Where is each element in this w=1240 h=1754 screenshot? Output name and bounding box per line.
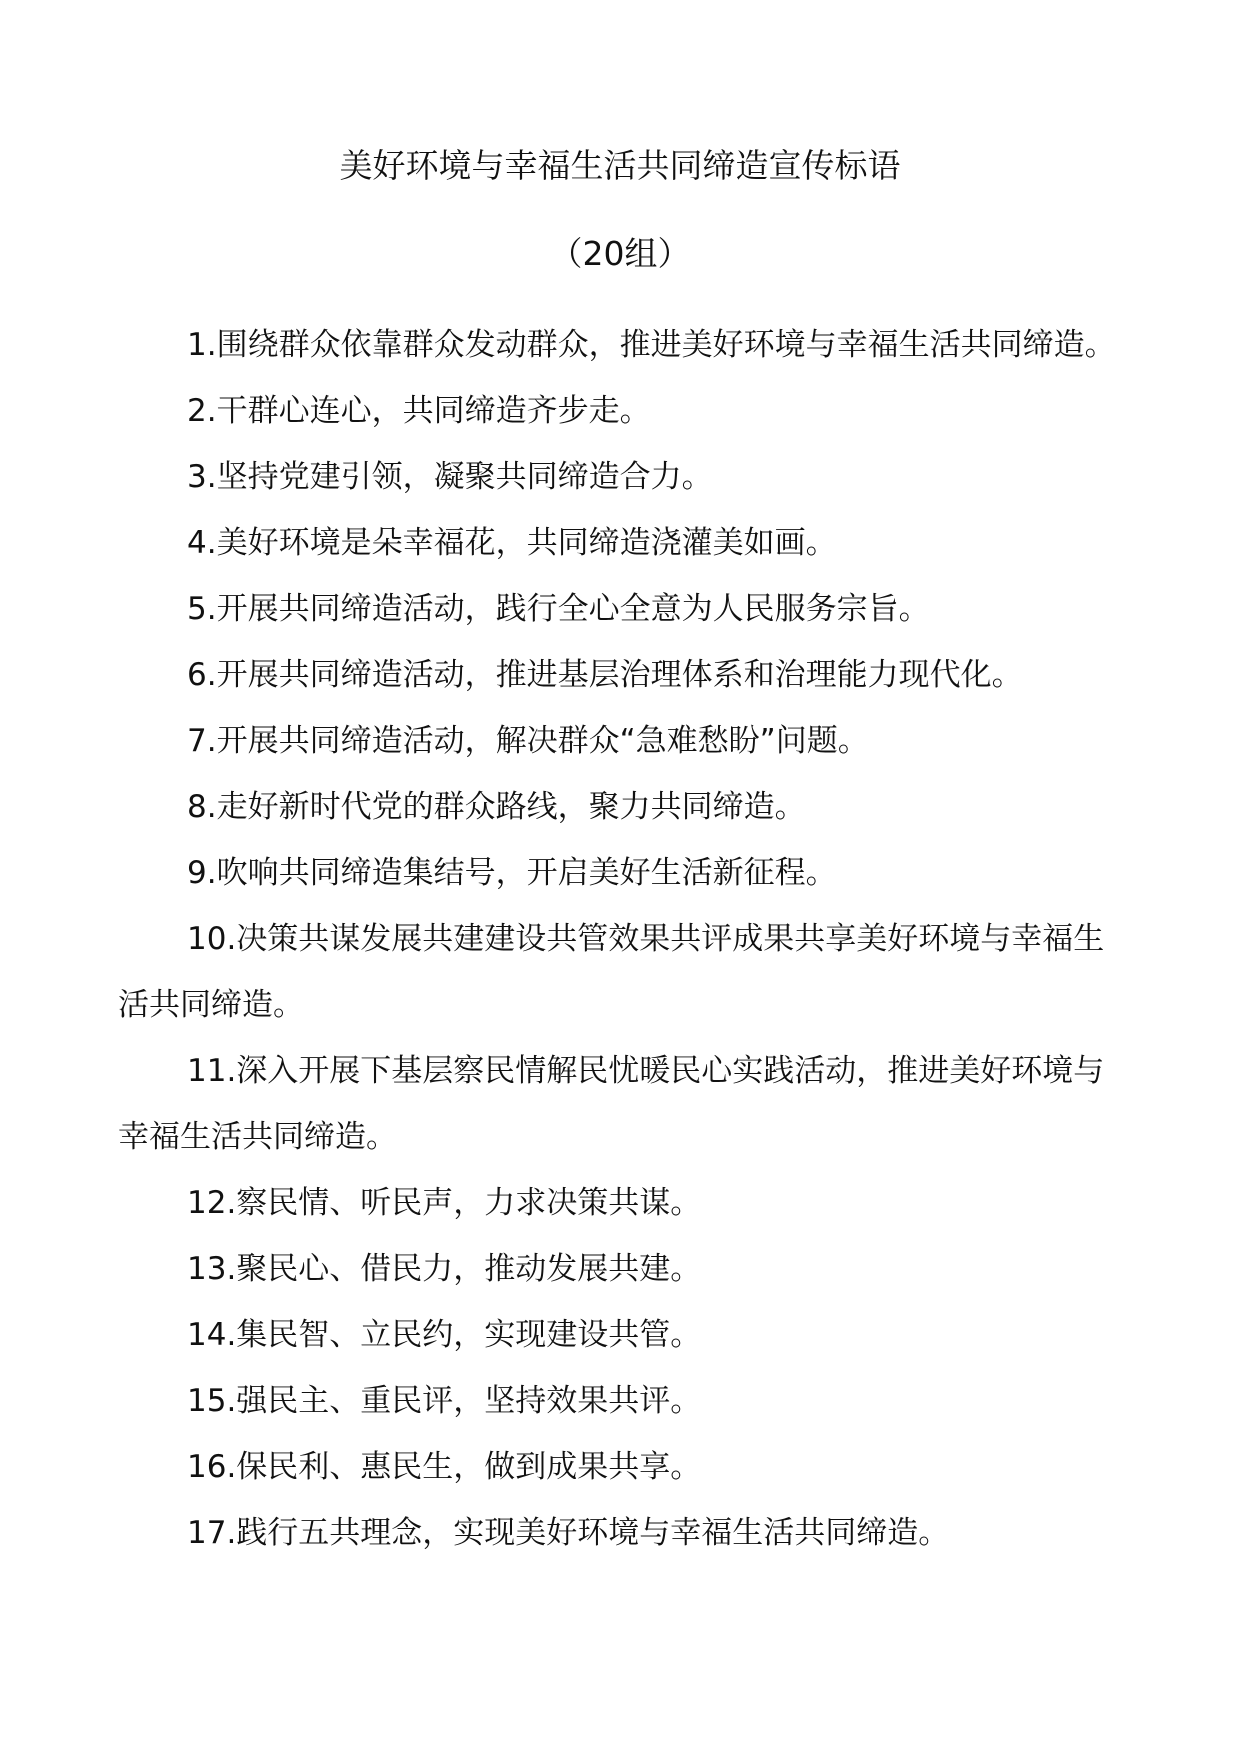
slogan-item-9: 9.吹响共同缔造集结号，开启美好生活新征程。 (187, 855, 837, 891)
slogan-item-4: 4.美好环境是朵幸福花，共同缔造浇灌美如画。 (187, 525, 837, 561)
slogan-item-5: 5.开展共同缔造活动，践行全心全意为人民服务宗旨。 (187, 591, 930, 627)
page-title: 美好环境与幸福生活共同缔造宣传标语 (339, 146, 901, 185)
slogan-item-2: 2.干群心连心，共同缔造齐步走。 (187, 393, 651, 429)
slogan-item-1: 1.围绕群众依靠群众发动群众，推进美好环境与幸福生活共同缔造。 (187, 327, 1116, 363)
slogan-item-7: 7.开展共同缔造活动，解决群众“急难愁盼”问题。 (187, 723, 869, 759)
slogan-item-15: 15.强民主、重民评，坚持效果共评。 (187, 1383, 702, 1419)
slogan-item-11: 11.深入开展下基层察民情解民忧暖民心实践活动，推进美好环境与幸福生活共同缔造。 (118, 1053, 1105, 1155)
slogan-item-16: 16.保民利、惠民生，做到成果共享。 (187, 1449, 702, 1485)
slogan-item-10: 10.决策共谋发展共建建设共管效果共评成果共享美好环境与幸福生活共同缔造。 (118, 921, 1105, 1023)
slogan-item-13: 13.聚民心、借民力，推动发展共建。 (187, 1251, 702, 1287)
slogan-item-6: 6.开展共同缔造活动，推进基层治理体系和治理能力现代化。 (187, 657, 1023, 693)
slogan-item-12: 12.察民情、听民声，力求决策共谋。 (187, 1185, 702, 1221)
page-subtitle: （20组） (549, 234, 691, 273)
slogan-item-14: 14.集民智、立民约，实现建设共管。 (187, 1317, 702, 1353)
slogan-list (118, 312, 1128, 1566)
slogan-item-3: 3.坚持党建引领，凝聚共同缔造合力。 (187, 459, 713, 495)
slogan-item-8: 8.走好新时代党的群众路线，聚力共同缔造。 (187, 789, 806, 825)
slogan-item-17: 17.践行五共理念，实现美好环境与幸福生活共同缔造。 (187, 1515, 950, 1551)
